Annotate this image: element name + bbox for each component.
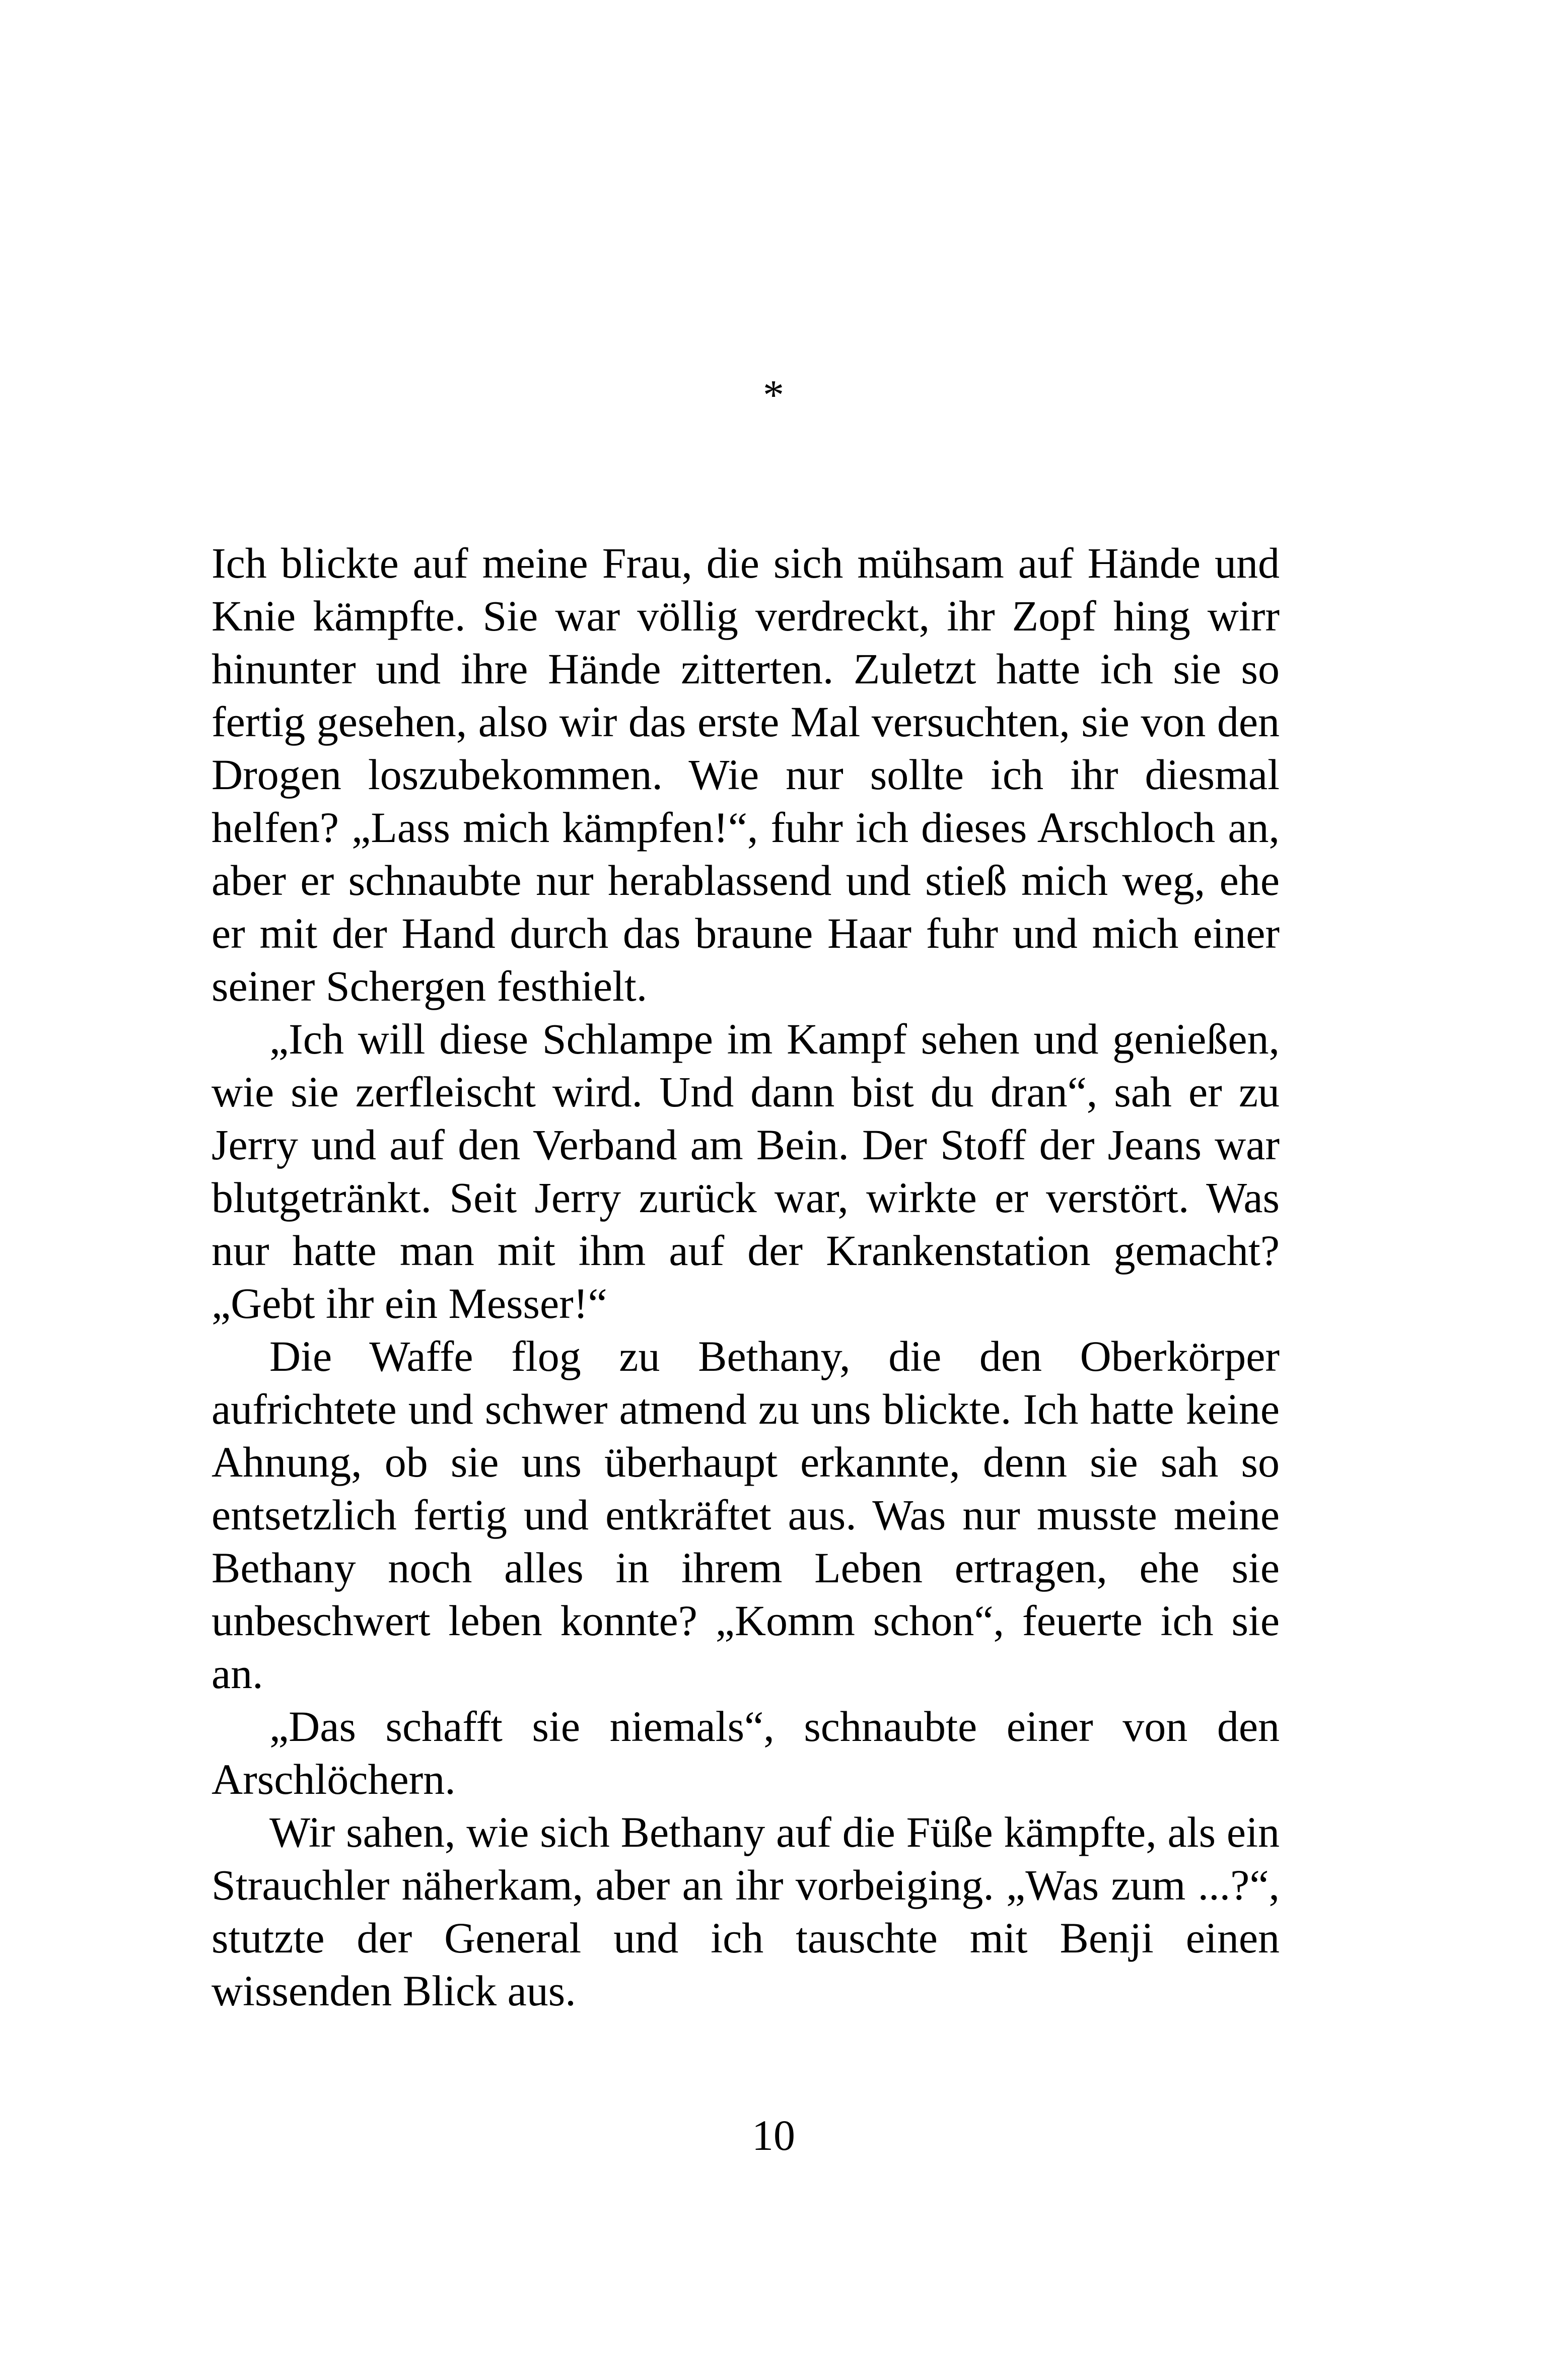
paragraph-1: Ich blickte auf meine Frau, die sich mühsam auf Hände und Knie kämpfte. Sie war völlig verdreckt, ihr Zopf hing wirr hinunter und ihre Hände zitterten. Zuletzt hatte ich sie so fertig gesehen, also wir das erste Mal versuchten, sie von den Drogen loszubekommen. Wie nur sollte ich ihr diesmal helfen? „Lass mich kämpfen!“, fuhr ich dieses Arschloch an, aber er schnaubte nur herablassend und stieß mich weg, ehe er mit der Hand durch das braune Haar fuhr und mich einer seiner Schergen festhielt. <box>212 539 1280 1010</box>
paragraph-5: Wir sahen, wie sich Bethany auf die Füße kämpfte, als ein Strauchler näherkam, aber an ihr vorbeiging. „Was zum ...?“, stutzte der General und ich tauschte mit Benji einen wissenden Blick aus. <box>212 1808 1280 2015</box>
paragraph-4: „Das schafft sie niemals“, schnaubte einer von den Arschlöchern. <box>212 1702 1280 1803</box>
text-body <box>212 537 1280 2017</box>
scene-separator: * <box>763 372 784 418</box>
page-number: 10 <box>752 2111 795 2159</box>
paragraph-2: „Ich will diese Schlampe im Kampf sehen und genießen, wie sie zerfleischt wird. Und dann bist du dran“, sah er zu Jerry und auf den Verband am Bein. Der Stoff der Jeans war blutgetränkt. Seit Jerry zurück war, wirkte er verstört. Was nur hatte man mit ihm auf der Krankenstation gemacht? „Gebt ihr ein Messer!“ <box>212 1015 1280 1327</box>
paragraph-3: Die Waffe flog zu Bethany, die den Oberkörper aufrichtete und schwer atmend zu uns blickte. Ich hatte keine Ahnung, ob sie uns überhaupt erkannte, denn sie sah so entsetzlich fertig und entkräftet aus. Was nur musste meine Bethany noch alles in ihrem Leben ertragen, ehe sie unbeschwert leben konnte? „Komm schon“, feuerte ich sie an. <box>212 1332 1280 1698</box>
